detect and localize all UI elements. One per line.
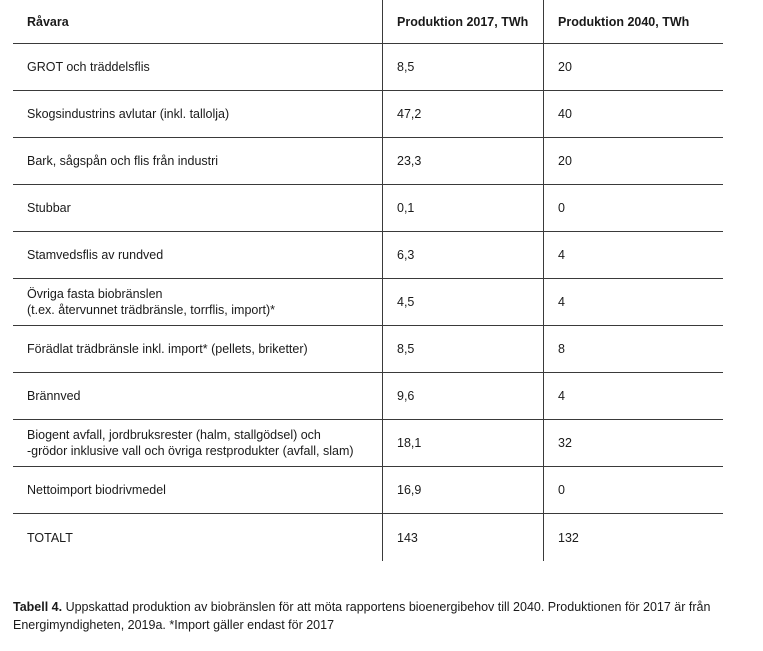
table-row — [13, 138, 723, 185]
cell-produktion-2017: 6,3 — [382, 232, 543, 278]
cell-produktion-2040: 32 — [543, 420, 723, 466]
cell-produktion-2040: 40 — [543, 91, 723, 137]
cell-ravara: Stubbar — [27, 201, 71, 215]
cell-produktion-2017: 4,5 — [382, 279, 543, 325]
cell-produktion-2017: 8,5 — [382, 326, 543, 372]
cell-ravara: Skogsindustrins avlutar (inkl. tallolja) — [27, 107, 230, 121]
cell-produktion-2017: 18,1 — [382, 420, 543, 466]
table-row — [13, 373, 723, 420]
caption-text: Uppskattad produktion av biobränslen för att möta rapportens bioenergibehov till 2040. Produktionen för 2017 är från Energimyndigheten, 2019a. *Import gäller endast för 2017 — [13, 600, 711, 632]
cell-produktion-2040: 4 — [543, 279, 723, 325]
table-row — [13, 420, 723, 467]
table-row — [13, 232, 723, 279]
cell-produktion-2040: 20 — [543, 44, 723, 90]
cell-ravara: Brännved — [27, 389, 81, 403]
cell-produktion-2017: 0,1 — [382, 185, 543, 231]
header-produktion-2040: Produktion 2040, TWh — [543, 0, 723, 43]
table-row — [13, 185, 723, 232]
cell-ravara: Biogent avfall, jordbruksrester (halm, stallgödsel) och -grödor inklusive vall och övriga restprodukter (avfall, slam) — [27, 428, 354, 458]
table-row — [13, 514, 723, 561]
table-row — [13, 44, 723, 91]
cell-ravara: Bark, sågspån och flis från industri — [27, 154, 219, 168]
cell-produktion-2017: 16,9 — [382, 467, 543, 513]
cell-ravara: TOTALT — [27, 530, 73, 545]
cell-produktion-2040: 20 — [543, 138, 723, 184]
cell-ravara: Nettoimport biodrivmedel — [27, 483, 166, 497]
table-header-row — [13, 0, 723, 44]
cell-produktion-2040: 0 — [543, 185, 723, 231]
table-caption — [13, 598, 738, 634]
cell-produktion-2017: 143 — [382, 514, 543, 561]
bioenergy-table — [13, 0, 723, 561]
header-produktion-2017: Produktion 2017, TWh — [382, 0, 543, 43]
cell-ravara: GROT och träddelsflis — [27, 60, 150, 74]
cell-produktion-2040: 132 — [543, 514, 723, 561]
table-row — [13, 467, 723, 514]
cell-produktion-2017: 8,5 — [382, 44, 543, 90]
table-row — [13, 91, 723, 138]
cell-produktion-2017: 23,3 — [382, 138, 543, 184]
cell-produktion-2040: 0 — [543, 467, 723, 513]
cell-ravara: Förädlat trädbränsle inkl. import* (pellets, briketter) — [27, 342, 308, 356]
cell-ravara: Stamvedsflis av rundved — [27, 248, 164, 262]
header-ravara: Råvara — [27, 15, 69, 29]
cell-produktion-2040: 4 — [543, 232, 723, 278]
cell-produktion-2017: 9,6 — [382, 373, 543, 419]
table-row — [13, 279, 723, 326]
cell-produktion-2040: 4 — [543, 373, 723, 419]
cell-produktion-2017: 47,2 — [382, 91, 543, 137]
cell-produktion-2040: 8 — [543, 326, 723, 372]
cell-ravara: Övriga fasta biobränslen (t.ex. återvunnet trädbränsle, torrflis, import)* — [27, 287, 276, 317]
caption-label: Tabell 4. — [13, 600, 63, 614]
table-row — [13, 326, 723, 373]
